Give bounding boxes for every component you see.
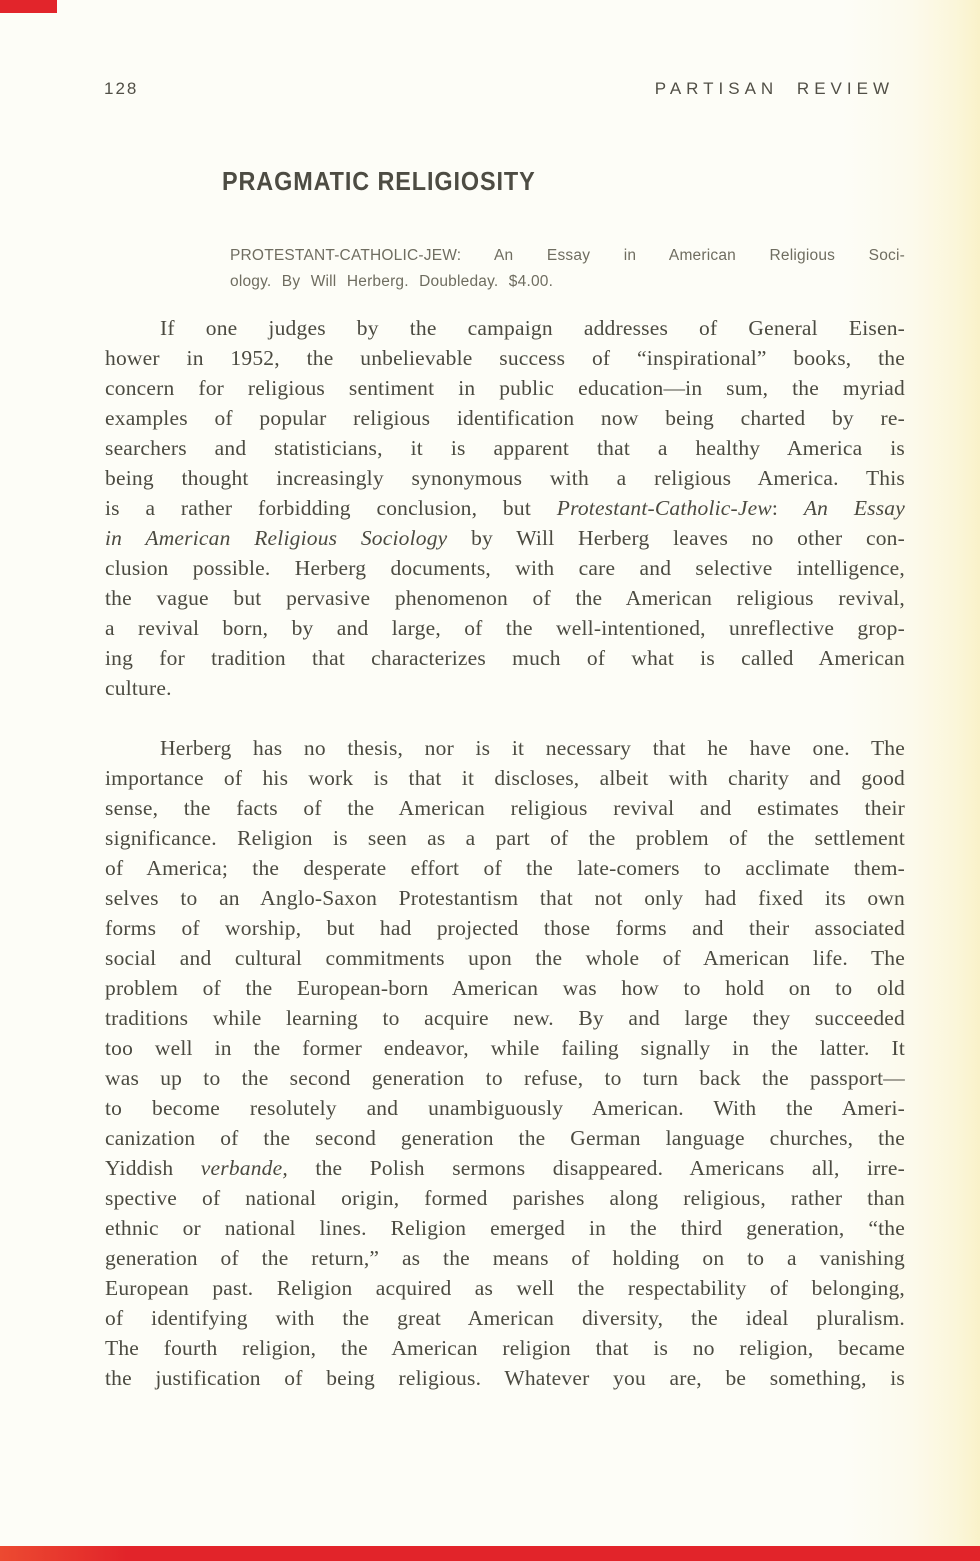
- body-line: [105, 373, 905, 403]
- text-segment: is a rather forbidding conclusion, but: [105, 496, 557, 520]
- body-line: [105, 763, 905, 793]
- body-line: [105, 1093, 905, 1123]
- body-line: [105, 1003, 905, 1033]
- body-line: [105, 313, 905, 343]
- text-segment: of identifying with the great American diversity, the ideal pluralism.: [105, 1306, 905, 1330]
- body-line: [105, 943, 905, 973]
- text-segment: traditions while learning to acquire new. By and large they succeeded: [105, 1006, 905, 1030]
- italic-text: verbande,: [200, 1156, 288, 1180]
- text-segment: culture.: [105, 676, 172, 700]
- red-corner-mark: [0, 0, 57, 13]
- body-line: [105, 433, 905, 463]
- body-line: [105, 643, 905, 673]
- text-segment: by Will Herberg leaves no other con-: [447, 526, 905, 550]
- text-segment: importance of his work is that it discloses, albeit with charity and good: [105, 766, 905, 790]
- text-segment: ethnic or national lines. Religion emerged in the third generation, “the: [105, 1216, 905, 1240]
- text-segment: selves to an Anglo-Saxon Protestantism that not only had fixed its own: [105, 886, 905, 910]
- text-segment: European past. Religion acquired as well the respectability of belonging,: [105, 1276, 905, 1300]
- body-line: [105, 823, 905, 853]
- text-segment: the justification of being religious. Whatever you are, be something, is: [105, 1366, 905, 1390]
- italic-text: An Essay: [803, 496, 905, 520]
- text-segment: being thought increasingly synonymous with a religious America. This: [105, 466, 905, 490]
- text-segment: sense, the facts of the American religious revival and estimates their: [105, 796, 905, 820]
- text-segment: too well in the former endeavor, while failing signally in the latter. It: [105, 1036, 905, 1060]
- text-segment: Yiddish: [105, 1156, 201, 1180]
- body-line: [105, 1153, 905, 1183]
- text-segment: of America; the desperate effort of the late-comers to acclimate them-: [105, 856, 905, 880]
- body-line: [105, 553, 905, 583]
- paragraph: [105, 313, 905, 703]
- body-line: [105, 973, 905, 1003]
- body-text: [105, 313, 905, 1393]
- text-segment: the vague but pervasive phenomenon of the American religious revival,: [105, 586, 905, 610]
- text-segment: was up to the second generation to refuse, to turn back the passport—: [105, 1066, 905, 1090]
- book-citation: [230, 243, 905, 295]
- text-segment: clusion possible. Herberg documents, with care and selective intelligence,: [105, 556, 905, 580]
- text-segment: :: [771, 496, 804, 520]
- body-line: [105, 673, 905, 703]
- body-line: [105, 523, 905, 553]
- body-line: [105, 1303, 905, 1333]
- body-line: [105, 1183, 905, 1213]
- body-line: [105, 613, 905, 643]
- text-segment: The fourth religion, the American religion that is no religion, became: [105, 1336, 905, 1360]
- italic-text: Protestant-Catholic-Jew: [556, 496, 772, 520]
- body-line: [105, 1063, 905, 1093]
- text-segment: hower in 1952, the unbelievable success of “inspirational” books, the: [105, 346, 905, 370]
- body-line: [105, 343, 905, 373]
- text-segment: examples of popular religious identification now being charted by re-: [105, 406, 905, 430]
- body-line: [105, 583, 905, 613]
- body-line: [105, 1243, 905, 1273]
- body-line: [105, 853, 905, 883]
- body-line: [105, 793, 905, 823]
- body-line: [105, 463, 905, 493]
- body-line: [105, 1363, 905, 1393]
- text-segment: to become resolutely and unambiguously American. With the Ameri-: [105, 1096, 905, 1120]
- body-line: [105, 1033, 905, 1063]
- journal-name: PARTISAN REVIEW: [654, 79, 894, 98]
- red-bottom-strip: [0, 1546, 980, 1561]
- body-line: [105, 913, 905, 943]
- text-segment: Herberg has no thesis, nor is it necessary that he have one. The: [160, 736, 905, 760]
- text-segment: problem of the European-born American was how to hold on to old: [105, 976, 905, 1000]
- body-line: [105, 733, 905, 763]
- body-line: [105, 1213, 905, 1243]
- paragraph: [105, 733, 905, 1393]
- body-line: [105, 403, 905, 433]
- text-segment: a revival born, by and large, of the well-intentioned, unreflective grop-: [105, 616, 905, 640]
- text-segment: canization of the second generation the German language churches, the: [105, 1126, 905, 1150]
- italic-text: in American Religious Sociology: [105, 526, 448, 550]
- text-segment: If one judges by the campaign addresses of General Eisen-: [160, 316, 905, 340]
- body-line: [105, 1123, 905, 1153]
- text-segment: ing for tradition that characterizes much of what is called American: [105, 646, 905, 670]
- citation-line: ology. By Will Herberg. Doubleday. $4.00.: [230, 273, 554, 290]
- body-line: [105, 883, 905, 913]
- body-line: [105, 1273, 905, 1303]
- text-segment: significance. Religion is seen as a part of the problem of the settlement: [105, 826, 905, 850]
- citation-line: PROTESTANT-CATHOLIC-JEW: An Essay in American Religious Soci-: [230, 247, 905, 264]
- text-segment: concern for religious sentiment in public education—in sum, the myriad: [105, 376, 905, 400]
- article-title: PRAGMATIC RELIGIOSITY: [222, 166, 536, 196]
- text-segment: social and cultural commitments upon the whole of American life. The: [105, 946, 905, 970]
- page-number: 128: [104, 79, 139, 98]
- text-segment: generation of the return,” as the means of holding on to a vanishing: [105, 1246, 905, 1270]
- body-line: [105, 1333, 905, 1363]
- text-segment: the Polish sermons disappeared. Americans all, irre-: [287, 1156, 905, 1180]
- text-segment: searchers and statisticians, it is apparent that a healthy America is: [105, 436, 905, 460]
- text-segment: forms of worship, but had projected those forms and their associated: [105, 916, 905, 940]
- body-line: [105, 493, 905, 523]
- text-segment: spective of national origin, formed parishes along religious, rather than: [105, 1186, 905, 1210]
